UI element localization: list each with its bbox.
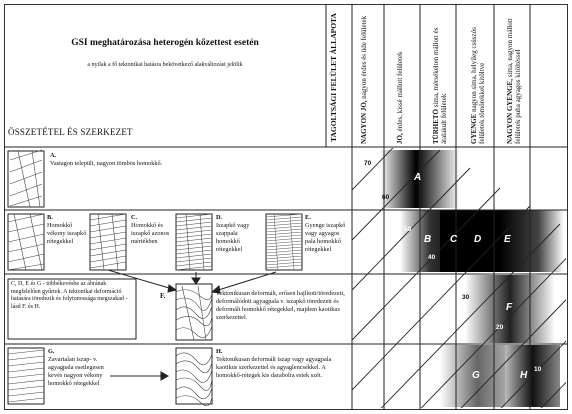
row-b-description: B. Homokkő vékony iszapkő rétegekkel: [47, 214, 87, 245]
column-header-good: JÓ, érdes, kissé mállott felületek: [396, 51, 404, 144]
rock-pattern-g: [8, 348, 44, 404]
gsi-value-20: 20: [496, 324, 504, 331]
rock-pattern-f: [176, 284, 212, 340]
zone-label-e: E: [504, 234, 511, 245]
column-header-very-poor: NAGYON GYENGE, sima, nagyon mállott felületek puha agyagos kitöltéssel: [506, 18, 522, 144]
column-header-very-good: NAGYON JÓ, nagyon érdes és üde felületek: [360, 15, 368, 144]
row-d-description: D. Iszapkő vagy szappala homokkő rétegekkel: [216, 214, 250, 253]
zone-label-b: B: [424, 234, 432, 245]
column-header-poor: GYENGE nagyon sima, helyileg csúszós felületek tömörekkel kitöltve: [470, 27, 486, 144]
gsi-value-30: 30: [462, 294, 470, 301]
column-header-fair: TŰRHETŐ sima, mérsékelten mállott és átalakult felületek: [432, 27, 448, 144]
gsi-value-70: 70: [364, 160, 372, 167]
rock-pattern-b: [8, 214, 44, 270]
gsi-value-50: 50: [404, 226, 412, 233]
row-f-description: Tektonikusan deformált, erősen hajlított/töredezett, deformálódott agyagpala v. iszapkő töredezett és deformált homokkő rétegekkel, majdem kaotikus szerkezettel.: [216, 290, 345, 321]
zone-label-g: G: [472, 370, 480, 381]
gsi-value-40: 40: [428, 254, 436, 261]
rock-pattern-d: [176, 214, 212, 270]
row-h-description: H. Tektonikusan deformált iszap vagy agyagpala kaotikus szerkezettel és agyaglencsékkel. A homokkő-rétegek kis darabolra estek szét.: [216, 348, 332, 379]
gsi-value-60: 60: [382, 194, 390, 201]
page-title: GSI meghatározása heterogén kőzettest esetén: [71, 38, 259, 48]
row-g-description: G. Zavartalan iszap- v. agyagpala esetlegesen kevés nagyon vékony homokkő rétegekkel: [48, 348, 104, 387]
composition-header: ÖSSZETÉTEL ÉS SZERKEZET: [8, 127, 133, 137]
rock-pattern-e: [266, 214, 302, 270]
zone-label-c: C: [450, 234, 458, 245]
note-text: C, D, E és G - többékevésbe az ábrának megfelelően gyűrtek. A tektonikai deformáció hatására töredezik és folytonossága megszakad - lásd F. és H.: [11, 281, 128, 310]
gsi-value-10: 10: [534, 366, 542, 373]
surface-header: TAGOLTSÁGI FELÜLET ÁLLAPOTA: [329, 13, 338, 142]
rock-pattern-a: [8, 150, 44, 207]
page-subtitle: a nyilak a fő tektonikai hatásra bekövetkező alakváltozást jelölik: [87, 62, 243, 68]
row-f-letter: F.: [160, 292, 166, 300]
row-e-description: E. Gyenge iszapkő vagy agyagos pala homokkő rétegekkel: [305, 214, 346, 253]
zone-label-f: F: [506, 302, 513, 313]
row-a-description: A. Vastagon települt, nagyon tömbös homokkő.: [50, 152, 163, 167]
row-c-description: C. Homokkő és iszapkő azonos mértékben: [131, 214, 170, 245]
zone-label-a: A: [414, 172, 422, 183]
rock-pattern-h: [176, 348, 212, 406]
rock-pattern-c: [90, 214, 126, 270]
zone-label-d: D: [474, 234, 482, 245]
zone-label-h: H: [520, 370, 528, 381]
